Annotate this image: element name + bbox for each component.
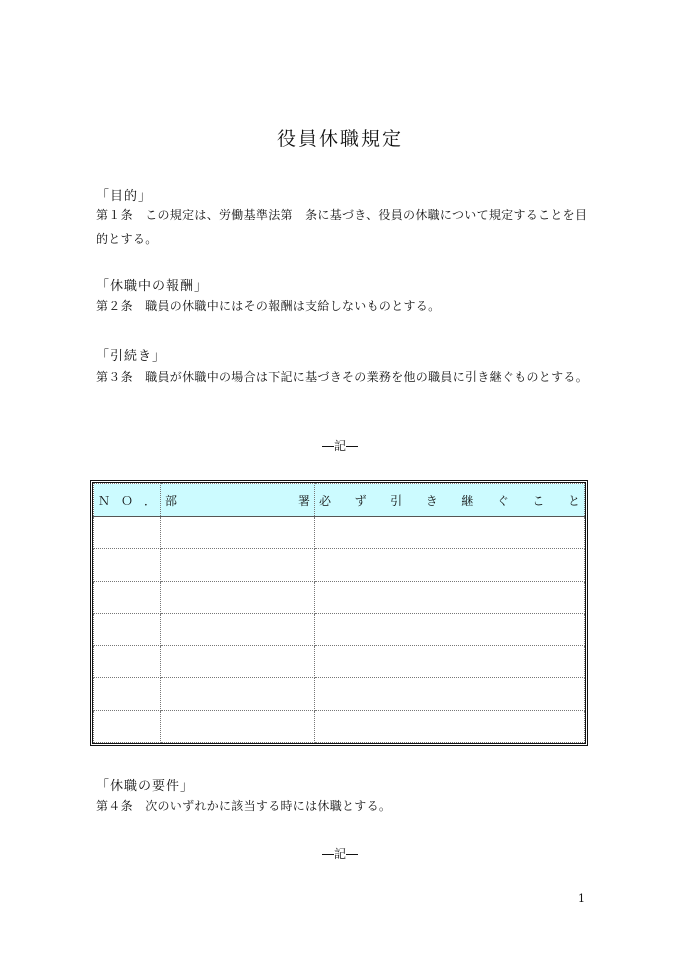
ki-dash-left [322, 854, 334, 855]
cell-department[interactable] [161, 678, 315, 710]
cell-handover[interactable] [315, 710, 585, 742]
cell-handover[interactable] [315, 646, 585, 678]
cell-no[interactable] [94, 581, 161, 613]
header-handover-char: ぐ [496, 493, 509, 508]
ki-label: 記 [333, 847, 346, 861]
header-department [161, 484, 315, 517]
section-heading-compensation: 「休職中の報酬」 [96, 279, 209, 294]
section-heading-requirements: 「休職の要件」 [96, 779, 195, 794]
cell-department[interactable] [161, 646, 315, 678]
header-no [94, 484, 161, 517]
header-handover-char: と [567, 493, 580, 508]
cell-no[interactable] [94, 517, 161, 549]
article-3-text: 第３条 職員が休職中の場合は下記に基づきその業務を他の職員に引き継ぐものとする。 [96, 370, 589, 384]
article-4-text: 第４条 次のいずれかに該当する時には休職とする。 [96, 799, 392, 813]
cell-no[interactable] [94, 678, 161, 710]
table-header-row [94, 484, 585, 517]
cell-handover[interactable] [315, 678, 585, 710]
header-handover-char: こ [532, 493, 545, 508]
header-handover-char: き [425, 493, 438, 508]
section-heading-handover: 「引続き」 [96, 349, 167, 364]
cell-handover[interactable] [315, 549, 585, 581]
header-no-char: Ｏ [120, 493, 133, 508]
ki-dash-right [346, 446, 358, 447]
header-handover-items [315, 484, 585, 517]
cell-no[interactable] [94, 646, 161, 678]
cell-no[interactable] [94, 549, 161, 581]
table-row [94, 678, 585, 710]
cell-handover[interactable] [315, 613, 585, 645]
table-row [94, 549, 585, 581]
cell-department[interactable] [161, 710, 315, 742]
header-handover-char: 必 [319, 493, 332, 508]
cell-department[interactable] [161, 613, 315, 645]
cell-no[interactable] [94, 710, 161, 742]
header-no-char: Ｎ [98, 493, 111, 508]
table-row [94, 517, 585, 549]
header-handover-char: 継 [461, 493, 474, 508]
header-dept-char: 署 [297, 493, 310, 508]
header-handover-char: 引 [390, 493, 403, 508]
header-dept-char: 部 [165, 493, 178, 508]
page-title: 役員休職規定 [276, 128, 403, 150]
cell-department[interactable] [161, 581, 315, 613]
cell-department[interactable] [161, 549, 315, 581]
cell-handover[interactable] [315, 581, 585, 613]
cell-department[interactable] [161, 517, 315, 549]
page-number: 1 [578, 892, 585, 905]
cell-handover[interactable] [315, 517, 585, 549]
table-row [94, 710, 585, 742]
article-1-text: 第１条 この規定は、労働基準法第 条に基づき、役員の休職について規定することを目的とする。 [96, 208, 588, 246]
handover-table [90, 480, 588, 746]
table-row [94, 613, 585, 645]
ki-label: 記 [333, 439, 346, 453]
header-handover-char: ず [354, 493, 367, 508]
section-heading-purpose: 「目的」 [96, 189, 153, 204]
table-body [94, 517, 585, 743]
table-row [94, 581, 585, 613]
ki-heading-2 [0, 845, 680, 862]
article-2-text: 第２条 職員の休職中にはその報酬は支給しないものとする。 [96, 299, 441, 313]
ki-heading [0, 437, 680, 454]
table-row [94, 646, 585, 678]
ki-dash-right [346, 854, 358, 855]
cell-no[interactable] [94, 613, 161, 645]
header-no-char: ． [143, 493, 156, 508]
ki-dash-left [322, 446, 334, 447]
